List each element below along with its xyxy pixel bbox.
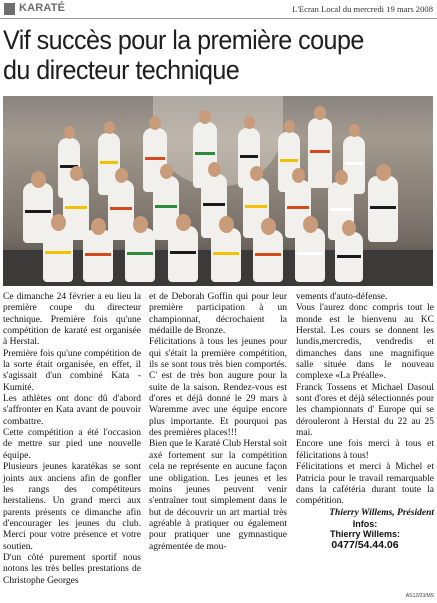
paragraphs_col2-paragraph: et de Deborah Goffin qui pour leur première participation à un championnat, décrochaient la médaille de Bronze.: [149, 292, 287, 337]
paragraphs_col1-paragraph: Cette compétition a été l'occasion de mettre sur pied une nouvelle équipe.: [3, 428, 141, 461]
karateka-head: [314, 106, 326, 120]
karateka-belt: [25, 210, 51, 213]
paragraphs_col1-paragraph: Plusieurs jeunes karatékas se sont joints aux anciens afin de gonfler les rangs des compétiteurs herstaliens. Un grand merci aux parents présents ce dimanche afin d'encourager les jeunes du club. Merci pour votre présence et votre soutien.: [3, 462, 141, 552]
karateka-belt: [170, 251, 196, 254]
karateka-head: [342, 220, 356, 236]
article-column-2: [149, 292, 287, 553]
karateka-belt: [280, 159, 298, 162]
karateka-belt: [297, 252, 323, 255]
karateka-head: [70, 166, 83, 181]
publication-line: L'Ecran Local du mercredi 19 mars 2008: [292, 4, 433, 14]
infos-block: [296, 519, 434, 551]
karateka-head: [160, 164, 173, 179]
karateka-belt: [145, 157, 165, 160]
karateka-head: [244, 116, 255, 129]
karateka-belt: [337, 255, 361, 258]
karateka-head: [303, 216, 318, 233]
karateka-head: [376, 164, 391, 181]
article-headline: [3, 25, 405, 85]
article-body: [3, 292, 434, 592]
paragraphs_col3-paragraph: Franck Tossens et Michael Dasoul sont d'ores et déjà sélectionnés pour les championnats d' Europe qui se dérouleront à Herstal du 22 au 25 mai.: [296, 382, 434, 439]
paragraphs_col1-paragraph: D'un côté purement sportif nous notons les très belles prestations de Christophe Georges: [3, 552, 141, 586]
paragraphs_col3-paragraph: Vous l'aurez donc compris tout le monde est le bienvenu au KC Herstal. Les cours se donnent les lundis,mercredis, vendredis et dimanches dans une magnifique salle située dans le nouveau complexe «La Préalle».: [296, 303, 434, 382]
karateka-head: [133, 216, 148, 233]
paragraphs_col1-paragraph: Première fois qu'une compétition de la sorte était organisée, en effet, il s'agissait d'un combiné Kata - Kumité.: [3, 348, 141, 393]
infos-phone: 0477/54.44.06: [331, 538, 399, 551]
paragraphs_col3-paragraph: Encore une fois merci à tous et félicitations à tous!: [296, 439, 434, 461]
paragraphs_col3-paragraph: vements d'auto-défense.: [296, 292, 388, 302]
karateka-head: [115, 168, 128, 183]
karateka-head: [91, 218, 106, 235]
karateka-figure: [368, 176, 398, 242]
paragraphs_col1-paragraph: Ce dimanche 24 février a eu lieu la première coupe du directeur technique. Première fois qu'une compétition de karaté est organisée à Herstal.: [3, 292, 141, 348]
karateka-belt: [240, 155, 258, 158]
karateka-head: [199, 110, 211, 124]
infos-name: Thierry Willems:: [330, 529, 400, 540]
karateka-belt: [245, 205, 267, 208]
karateka-head: [292, 168, 305, 183]
rubric-marker: [4, 3, 15, 15]
karateka-head: [261, 218, 276, 235]
karateka-belt: [330, 208, 352, 211]
headline-line-2: du directeur technique: [3, 55, 240, 85]
header-rule: [0, 18, 437, 19]
karateka-belt: [155, 205, 177, 208]
karateka-belt: [310, 150, 330, 153]
karateka-belt: [195, 152, 215, 155]
karateka-belt: [85, 253, 111, 256]
paragraphs_col2-paragraph: Félicitations à tous les jeunes pour qui s'était la première compétition, ils se sont tous très bien comportés. C' est de très bon augure pour la suite de la saison. Rendez-vous est d'ores et déjà donné le 29 mars à Waremme avec une équipe encore plus importante. Et pourquoi pas des premières places!!!: [149, 337, 287, 439]
paragraphs_col3-paragraph: Félicitations et merci à Michel et Patricia pour le travail remarquable dans la cafétéria durant toute la compétition.: [296, 462, 434, 507]
karateka-belt: [127, 252, 153, 255]
karateka-belt: [370, 206, 396, 209]
paragraphs_col2-paragraph: Bien que le Karaté Club Herstal soit axé fortement sur la compétition cela ne représente en aucune façon une obligation. Les jeunes et les moins jeunes peuvent venir s'entraîner tout simplement dans le but de découvrir un art martial très agréable à pratiquer ou également pour pratiquer une gymnastique agrémentée de mou-: [149, 439, 287, 552]
karateka-belt: [213, 252, 239, 255]
paragraphs_col1-paragraph: Les athlètes ont donc dû d'abord s'affronter en Kata avant de pouvoir combattre.: [3, 394, 141, 427]
rubric-label: KARATÉ: [19, 2, 66, 14]
karateka-belt: [203, 203, 225, 206]
karateka-head: [64, 126, 75, 139]
karateka-head: [250, 166, 263, 181]
karateka-belt: [100, 161, 118, 164]
article-column-3: [296, 292, 434, 550]
karateka-head: [149, 116, 161, 130]
headline-line-1: Vif succès pour la première coupe: [3, 25, 364, 55]
karateka-head: [176, 214, 191, 231]
karateka-belt: [65, 206, 87, 209]
karateka-head: [208, 162, 221, 177]
karateka-head: [219, 216, 234, 233]
karateka-head: [284, 120, 295, 133]
karateka-head: [335, 170, 348, 185]
karateka-head: [349, 124, 360, 137]
article-column-1: [3, 292, 141, 587]
karateka-head: [104, 121, 115, 134]
karateka-head: [31, 171, 46, 188]
karateka-head: [51, 214, 66, 231]
karateka-figure: [308, 118, 332, 188]
karateka-belt: [255, 253, 281, 256]
page-header: [0, 0, 437, 19]
infos-label: Infos:: [352, 518, 378, 529]
signature: Thierry Willems, Président: [329, 507, 434, 518]
team-photo: [3, 96, 433, 286]
article-code: AS12/03/MS: [405, 593, 434, 599]
karateka-belt: [345, 162, 363, 165]
column-3-paragraphs: [296, 292, 434, 508]
karateka-belt: [45, 251, 71, 254]
karateka-belt: [287, 206, 309, 209]
karateka-belt: [110, 207, 132, 210]
